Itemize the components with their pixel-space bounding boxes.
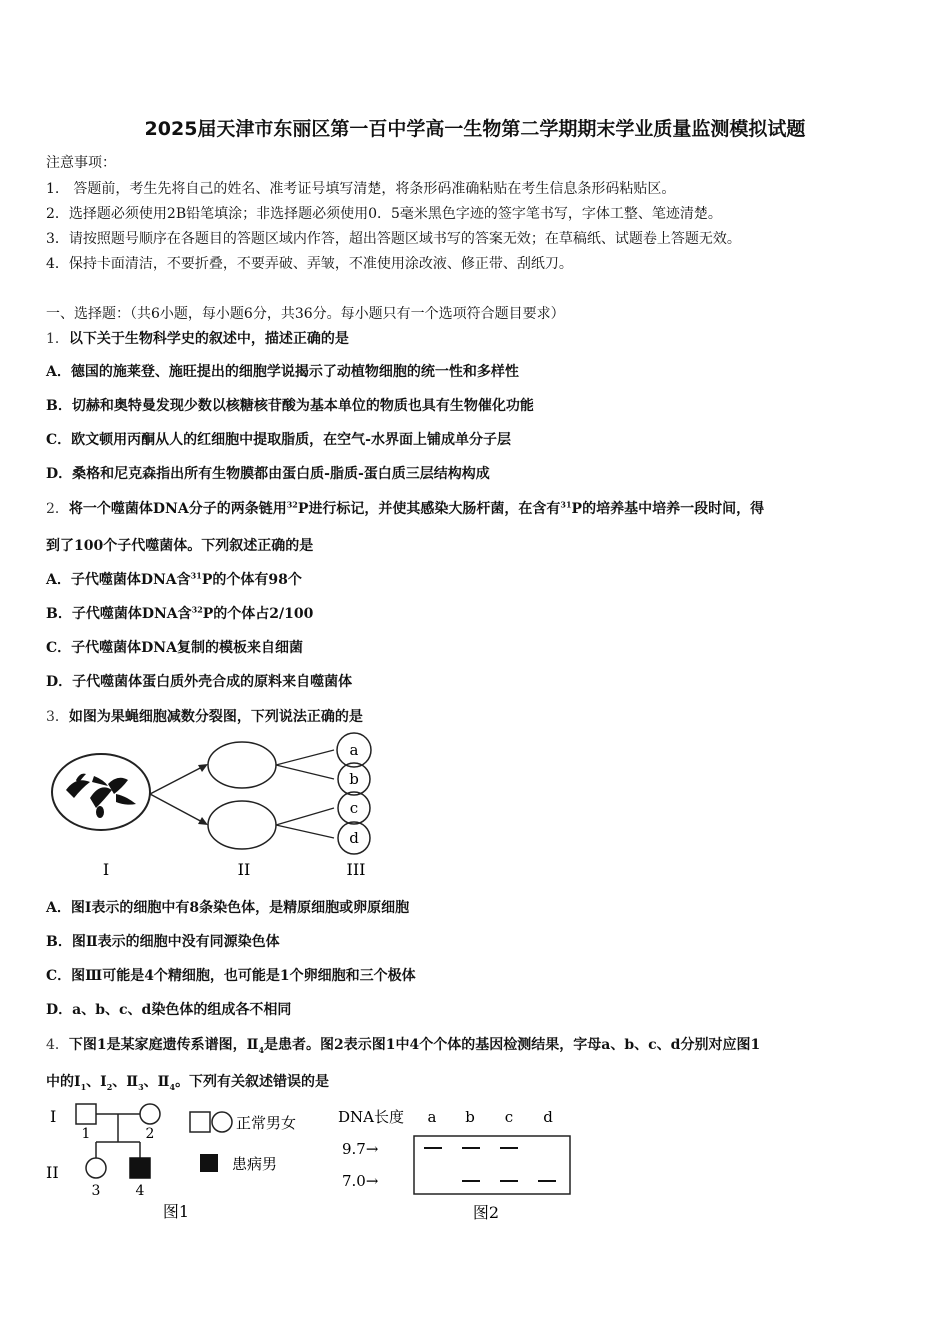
question-4: 4．下图1是某家庭遗传系谱图，$Ⅱ_4$是患者。图2表示图1中4个个体的基因检测结果，字母a、b、c、d分别对应图1 — [46, 1037, 761, 1055]
individual-i1-square — [76, 1104, 96, 1124]
chromosomes — [66, 774, 136, 818]
column-c: c — [504, 1108, 514, 1126]
q1-option-a: A．德国的施莱登、施旺提出的细胞学说揭示了动植物细胞的统一性和多样性 — [46, 364, 519, 380]
cell-label-a: a — [349, 741, 359, 759]
id-3: 3 — [91, 1183, 101, 1199]
question-stem: 如图为果蝇细胞减数分裂图，下列说法正确的是 — [68, 709, 363, 725]
gel-box — [414, 1136, 570, 1194]
q2-option-b: B．子代噬菌体DNA含$^{32}$P的个体占2/100 — [46, 604, 314, 622]
q3-option-b: B．图Ⅱ表示的细胞中没有同源染色体 — [46, 934, 280, 950]
figure-2-caption: 图2 — [472, 1203, 500, 1222]
q4-stem-continued: 中的$Ⅰ_1$、$Ⅰ_2$、$Ⅱ_3$、$Ⅱ_4$。下列有关叙述错误的是 — [46, 1074, 330, 1092]
row-label-9-7: 9.7→ — [342, 1140, 379, 1158]
q1-option-d: D．桑格和尼克森指出所有生物膜都由蛋白质-脂质-蛋白质三层结构构成 — [46, 466, 490, 482]
q2-option-a: A．子代噬菌体DNA含$^{31}$P的个体有98个 — [46, 570, 302, 588]
legend-normal-label: 正常男女 — [236, 1114, 297, 1132]
q2-option-c: C．子代噬菌体DNA复制的模板来自细菌 — [46, 640, 303, 656]
id-2: 2 — [145, 1126, 155, 1142]
id-1: 1 — [81, 1126, 91, 1142]
q1-option-c: C．欧文顿用丙酮从人的红细胞中提取脂质，在空气-水界面上铺成单分子层 — [46, 432, 511, 448]
q2-stem-continued: 到了100个子代噬菌体。下列叙述正确的是 — [46, 538, 314, 554]
dna-length-label: DNA长度 — [338, 1108, 404, 1126]
notice-item-3: 3．请按照题号顺序在各题目的答题区域内作答，超出答题区域书写的答案无效；在草稿纸、试题卷上答题无效。 — [46, 231, 741, 247]
cell-label-c: c — [349, 799, 359, 817]
column-a: a — [427, 1108, 437, 1126]
individual-i2-circle — [140, 1104, 160, 1124]
notice-item-1: 1. 答题前，考生先将自己的姓名、准考证号填写清楚，将条形码准确粘贴在考生信息条形码粘贴区。 — [46, 181, 676, 197]
legend-affected-icon — [200, 1154, 218, 1172]
notice-heading: 注意事项： — [46, 155, 116, 171]
generation-label-i: I — [50, 1107, 57, 1126]
id-4: 4 — [135, 1183, 145, 1199]
legend-normal-female-icon — [212, 1112, 232, 1132]
question-2: 2．将一个噬菌体DNA分子的两条链用$^{32}$P进行标记，并使其感染大肠杆菌，在含有$^{31}$P的培养基中培养一段时间，得 — [46, 499, 765, 517]
column-d: d — [543, 1108, 553, 1126]
stage-label-iii: III — [346, 860, 366, 879]
stage-label-i: I — [102, 860, 110, 879]
dna-gel-figure — [334, 1100, 584, 1225]
page-title: 2025届天津市东丽区第一百中学高一生物第二学期期末学业质量监测模拟试题 — [144, 118, 806, 140]
question-number: 1． — [46, 331, 69, 347]
legend-affected-label: 患病男 — [232, 1155, 278, 1173]
q3-option-c: C．图Ⅲ可能是4个精细胞，也可能是1个卵细胞和三个极体 — [46, 968, 416, 984]
cell-label-b: b — [349, 770, 359, 788]
cell-label-d: d — [349, 829, 359, 847]
row-label-7-0: 7.0→ — [342, 1172, 379, 1190]
legend-normal-male-icon — [190, 1112, 210, 1132]
stage-label-ii: II — [237, 860, 251, 879]
q1-option-b: B．切赫和奥特曼发现少数以核糖核苷酸为基本单位的物质也具有生物催化功能 — [46, 398, 534, 414]
question-number: 4． — [46, 1037, 69, 1053]
section-heading: 一、选择题：（共6小题，每小题6分，共36分。每小题只有一个选项符合题目要求） — [46, 306, 565, 322]
meiosis-figure — [46, 732, 386, 882]
question-3 — [46, 706, 363, 726]
individual-ii4-square-affected — [130, 1158, 150, 1178]
notice-item-4: 4．保持卡面清洁，不要折叠，不要弄破、弄皱，不准使用涂改液、修正带、刮纸刀。 — [46, 256, 573, 272]
q2-option-d: D．子代噬菌体蛋白质外壳合成的原料来自噬菌体 — [46, 674, 353, 690]
question-number: 2． — [46, 501, 69, 517]
cell-ii-top — [208, 742, 276, 788]
cell-ii-bottom — [208, 801, 276, 849]
q3-option-a: A．图Ⅰ表示的细胞中有8条染色体，是精原细胞或卵原细胞 — [46, 900, 410, 916]
question-stem: 以下关于生物科学史的叙述中，描述正确的是 — [68, 331, 349, 347]
question-1 — [46, 328, 349, 348]
q3-option-d: D．a、b、c、d染色体的组成各不相同 — [46, 1002, 292, 1018]
column-b: b — [465, 1108, 475, 1126]
generation-label-ii: II — [46, 1163, 59, 1182]
notice-item-2: 2．选择题必须使用2B铅笔填涂；非选择题必须使用0．5毫米黑色字迹的签字笔书写，字体工整、笔迹清楚。 — [46, 206, 722, 222]
question-number: 3． — [46, 709, 69, 725]
figure-1-caption: 图1 — [162, 1202, 190, 1221]
pedigree-figure — [44, 1100, 334, 1225]
individual-ii3-circle — [86, 1158, 106, 1178]
